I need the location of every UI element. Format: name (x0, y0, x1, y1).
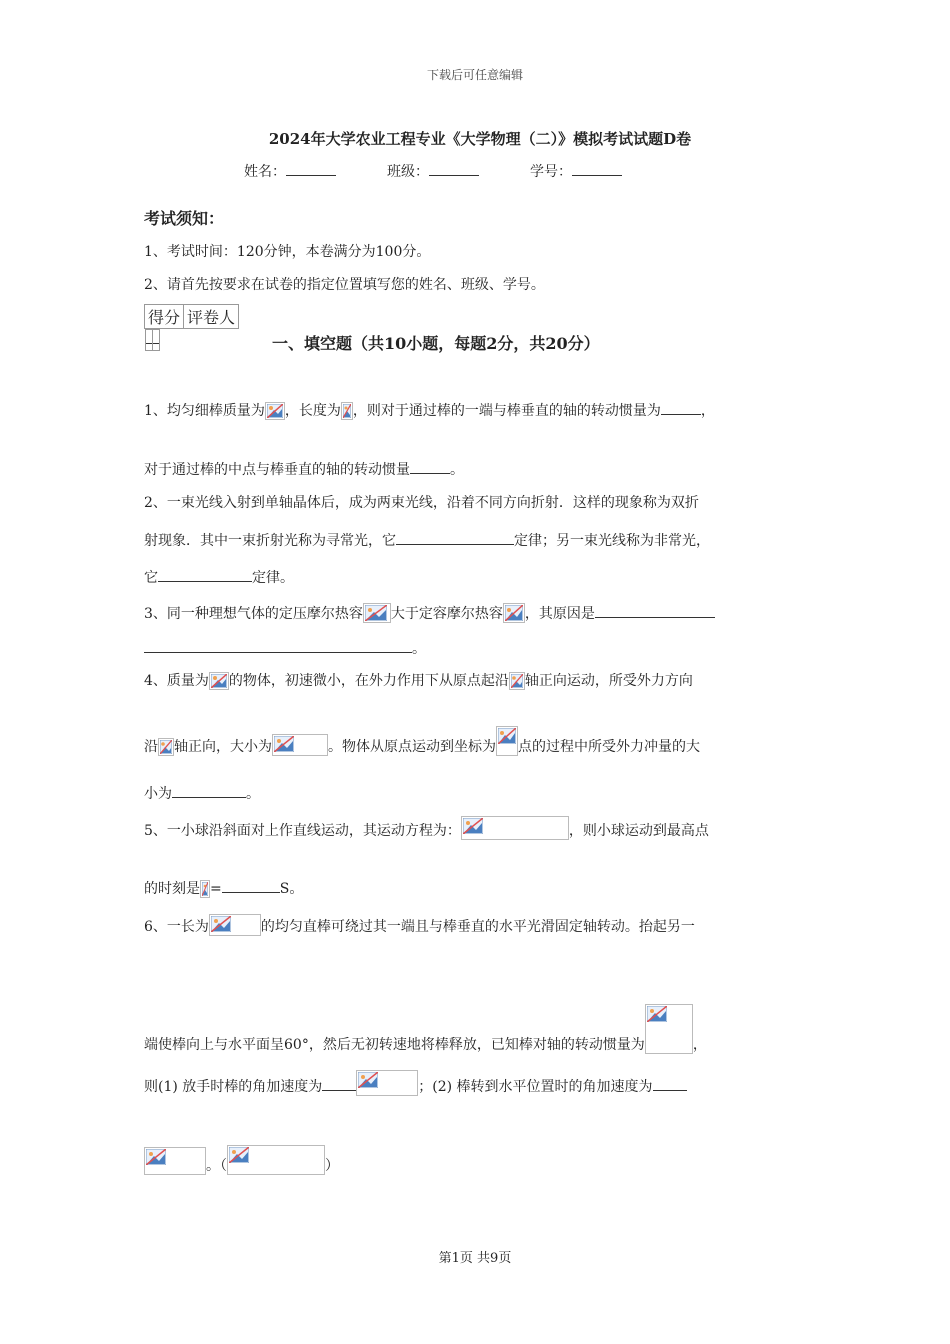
question-6-cont (144, 1004, 707, 1054)
q4-text: 。 (246, 786, 260, 802)
q2-text: 它 (144, 570, 158, 586)
q5-text: 的时刻是 (144, 881, 200, 897)
formula-image-icon (496, 726, 518, 756)
q1-text: ，长度为 (284, 403, 341, 419)
q5-text: S。 (279, 881, 304, 897)
q6-text: 6、一长为 (144, 919, 209, 935)
name-blank[interactable] (286, 161, 336, 176)
formula-image-icon (341, 402, 353, 420)
q4-text: 小为 (144, 786, 172, 802)
answer-blank[interactable] (595, 603, 715, 618)
answer-blank[interactable] (144, 638, 412, 653)
question-2-cont (144, 567, 294, 587)
q4-text: 。物体从原点运动到坐标为 (328, 739, 496, 755)
notice-item: 1、考试时间：120分钟，本卷满分为100分。 (144, 244, 431, 260)
q1-text: 对于通过棒的中点与棒垂直的轴的转动惯量 (144, 462, 410, 478)
q1-text: ，则对于通过棒的一端与棒垂直的轴的转动惯量为 (352, 403, 661, 419)
q2-text: 定律；另一束光线称为非常光， (514, 533, 710, 549)
question-6-cont (144, 1145, 339, 1175)
q4-text: 轴正向运动，所受外力方向 (524, 673, 693, 689)
student-id-blank[interactable] (572, 161, 622, 176)
q4-text: 的物体，初速微小，在外力作用下从原点起沿 (228, 673, 509, 689)
q6-text: 端使棒向上与水平面呈60°，然后无初转速地将棒释放，已知棒对轴的转动惯量为 (144, 1037, 645, 1053)
formula-image-icon (209, 672, 229, 690)
q5-text: ，则小球运动到最高点 (568, 823, 709, 839)
student-id-label: 学号： (530, 164, 572, 180)
q4-text: 沿 (144, 739, 158, 755)
question-6 (144, 914, 695, 936)
answer-blank[interactable] (222, 878, 280, 893)
formula-image-icon (144, 1147, 206, 1175)
score-header: 得分 (145, 305, 184, 329)
answer-blank[interactable] (172, 783, 246, 798)
formula-image-icon (363, 603, 391, 623)
q6-text: 的均匀直棒可绕过其一端且与棒垂直的水平光滑固定轴转动。抬起另一 (260, 919, 695, 935)
question-5 (144, 816, 709, 840)
notice-title: 考试须知： (144, 209, 225, 228)
formula-image-icon (209, 914, 261, 936)
q6-text: ， (692, 1037, 707, 1053)
question-6-cont (144, 1070, 687, 1096)
question-4-cont (144, 783, 260, 803)
q3-text: ，其原因是 (524, 606, 595, 622)
class-blank[interactable] (429, 161, 479, 176)
q3-text: 大于定容摩尔热容 (390, 606, 503, 622)
q6-text: 则(1) 放手时棒的角加速度为 (144, 1079, 323, 1095)
q2-text: 射现象．其中一束折射光称为寻常光，它 (144, 533, 396, 549)
q4-text: 轴正向，大小为 (174, 739, 272, 755)
formula-image-icon (272, 734, 328, 756)
formula-image-icon (503, 603, 525, 623)
question-1 (144, 400, 715, 420)
answer-blank[interactable] (158, 567, 252, 582)
formula-image-icon (158, 738, 174, 756)
question-2-cont (144, 530, 710, 550)
answer-blank[interactable] (322, 1076, 356, 1091)
question-4 (144, 670, 693, 690)
formula-image-icon (509, 672, 525, 690)
class-label: 班级： (387, 164, 429, 180)
formula-image-icon (265, 402, 285, 420)
q3-text: 。 (412, 641, 426, 657)
formula-image-icon (227, 1145, 325, 1175)
question-5-cont (144, 878, 303, 898)
name-label: 姓名： (244, 164, 286, 180)
formula-image-icon (356, 1070, 418, 1096)
q5-text: 5、一小球沿斜面对上作直线运动，其运动方程为： (144, 823, 461, 839)
q6-text: ；(2) 棒转到水平位置时的角加速度为 (418, 1079, 653, 1095)
question-3 (144, 603, 715, 623)
formula-image-icon (200, 880, 210, 898)
answer-blank[interactable] (410, 459, 450, 474)
score-table (144, 304, 239, 348)
grader-cell[interactable] (152, 330, 159, 351)
q3-text: 3、同一种理想气体的定压摩尔热容 (144, 606, 363, 622)
question-4-cont (144, 726, 700, 756)
q1-text: ， (700, 403, 715, 419)
exam-title: 2024年大学农业工程专业《大学物理（二）》模拟考试试题D卷 (268, 130, 692, 148)
question-1-cont (144, 459, 464, 479)
answer-blank[interactable] (396, 530, 514, 545)
class-field (387, 161, 479, 181)
q6-text: 。（ (206, 1158, 227, 1174)
q6-text: ） (325, 1158, 339, 1174)
answer-blank[interactable] (661, 400, 701, 415)
q4-text: 点的过程中所受外力冲量的大 (518, 739, 700, 755)
answer-blank[interactable] (653, 1076, 687, 1091)
header-note: 下载后可任意编辑 (426, 68, 523, 82)
q2-text: 定律。 (252, 570, 294, 586)
name-field (244, 161, 336, 181)
question-2: 2、一束光线入射到单轴晶体后，成为两束光线，沿着不同方向折射．这样的现象称为双折 (144, 495, 699, 511)
score-cell[interactable] (145, 330, 152, 351)
formula-image-icon (645, 1004, 693, 1054)
q5-text: = (210, 881, 222, 897)
q1-text: 。 (450, 462, 464, 478)
q4-text: 4、质量为 (144, 673, 209, 689)
notice-item: 2、请首先按要求在试卷的指定位置填写您的姓名、班级、学号。 (144, 277, 545, 293)
grader-header: 评卷人 (184, 305, 239, 329)
section-title: 一、填空题（共10小题，每题2分，共20分） (272, 334, 600, 353)
formula-image-icon (461, 816, 569, 840)
q1-text: 1、均匀细棒质量为 (144, 403, 265, 419)
question-3-cont (144, 638, 426, 658)
student-id-field (530, 161, 622, 181)
page-footer: 第1页 共9页 (438, 1251, 512, 1266)
